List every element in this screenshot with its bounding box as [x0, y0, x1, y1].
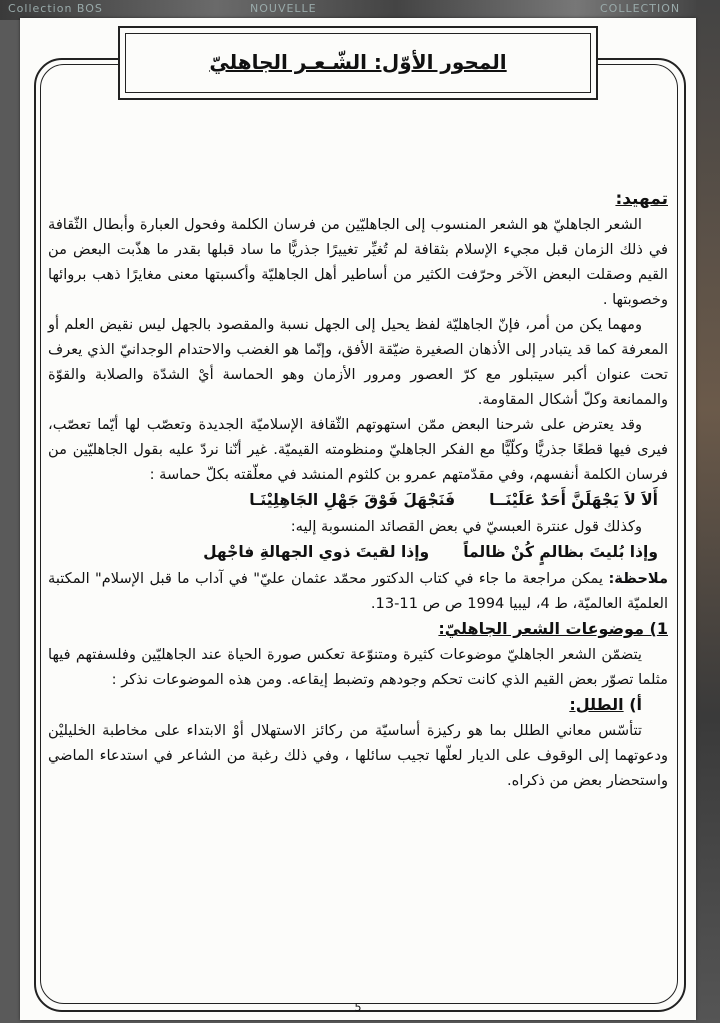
background-strip [0, 0, 720, 20]
page-title: المحور الأوّل: الشّـعـر الجاهليّ [209, 50, 507, 74]
note-label: ملاحظة: [608, 570, 668, 587]
section1-heading-row [48, 616, 668, 642]
strip-right-text: COLLECTION [600, 2, 681, 15]
subsection-a-title: الطلل: [569, 695, 624, 714]
note [48, 566, 668, 616]
verse-antara [48, 539, 668, 566]
verse-amr [48, 487, 668, 514]
verse-amr-first-half: أَلاَ لاَ يَجْهَلَنَّ أَحَدٌ عَلَيْنَــا [489, 491, 658, 509]
section1-paragraph-1: يتضمّن الشعر الجاهليّ موضوعات كثيرة ومتنوّعة تعكس صورة الحياة عند الجاهليّين وفلسفتهم فيها مثلما تصوّر بعض القيم الذي كانت تحكم وجودهم وتضبط إيقاعه. ومن هذه الموضوعات نذكر : [48, 646, 668, 688]
intro-paragraph-1: الشعر الجاهليّ هو الشعر المنسوب إلى الجاهليّين من فرسان الكلمة وفحول العبارة وأبطال الثّقافة في ذلك الزمان قبل مجيء الإسلام بثقافة لم تُغيِّر تغييرًا جذريًّا ما ساد قبلها بقدر ما هذّبت البعض من القيم وصقلت البعض الآخر وحرّفت الكثير من أساطير أهل الجاهليّة وأكسبتها معنى مغايرًا ذهب بروائها وخصوبتها . [48, 216, 668, 308]
note-text: يمكن مراجعة ما جاء في كتاب الدكتور محمّد عثمان عليّ" في آداب ما قبل الإسلام" المكتبة العلميّة العالميّة، ط 4، ليبيا 1994 ص ص 11-13. [48, 570, 668, 612]
subsection-a-heading [48, 692, 668, 718]
verse-antara-first-half: وإذا بُليتَ بظالمٍ كُنْ ظالماً [463, 543, 658, 561]
intro-heading: تمهيد: [615, 189, 668, 209]
intro-paragraph-3: وقد يعترض على شرحنا البعض ممّن استهوتهم الثّقافة الإسلاميّة الجديدة وتعصّب لها أيّما تعصّب، فيرى فيها قطعًا جذريًّا وكلّيًّا مع الفكر الجاهليّ ومنظومته القيميّة. غير أنّنا نردّ عليه بقول الجاهليّين من فرسان الكلمة أنفسهم، وفي مقدّمتهم عمرو بن كلثوم المنشد في معلّقته بكلّ حماسة : [48, 416, 668, 483]
intro-paragraph-2: ومهما يكن من أمر، فإنّ الجاهليّة لفظ يحيل إلى الجهل نسبة والمقصود بالجهل ليس نقيض العلم أو المعرفة كما قد يتبادر إلى الأذهان الصغيرة ضيّقة الأفق، وإنّما هو الغضب والاحتدام الوجدانيّ الذي يعرف تحت عنوان أكبر سيتبلور مع كرّ العصور ومرور الأزمان وهو الحماسة أيْ الشدّة والصلابة والقوّة والممانعة وكلّ أشكال المقاومة. [48, 316, 668, 408]
subsection-a-marker: أ) [623, 695, 642, 714]
document-page [20, 18, 696, 1020]
document-body [48, 186, 668, 793]
page-number: 5 [354, 1001, 362, 1014]
verse-amr-second-half: فَنَجْهَلَ فَوْقَ جَهْلِ الجَاهِلِيْنَـا [249, 491, 456, 509]
strip-mid-text: NOUVELLE [250, 2, 317, 15]
subsection-a-paragraph: تتأسّس معاني الطلل بما هو ركيزة أساسيّة من ركائز الاستهلال أوْ الابتداء على مخاطبة الخليليْن ودعوتهما إلى الوقوف على الديار لعلّها تجيب سائلها ، وفي ذلك رغبة من الشاعر في استدعاء الماضي واستحضار بعض من ذكراه. [48, 722, 668, 789]
verse-antara-second-half: وإذا لقيتَ ذوي الجهالةِ فاجْهل [203, 543, 430, 561]
intro-paragraph-4: وكذلك قول عنترة العبسيّ في بعض القصائد المنسوبة إليه: [290, 518, 642, 535]
background-edge [696, 0, 720, 1023]
section1-heading: 1) موضوعات الشعر الجاهليّ: [438, 619, 668, 638]
title-box [118, 26, 598, 100]
strip-left-text: Collection BOS [8, 2, 103, 15]
